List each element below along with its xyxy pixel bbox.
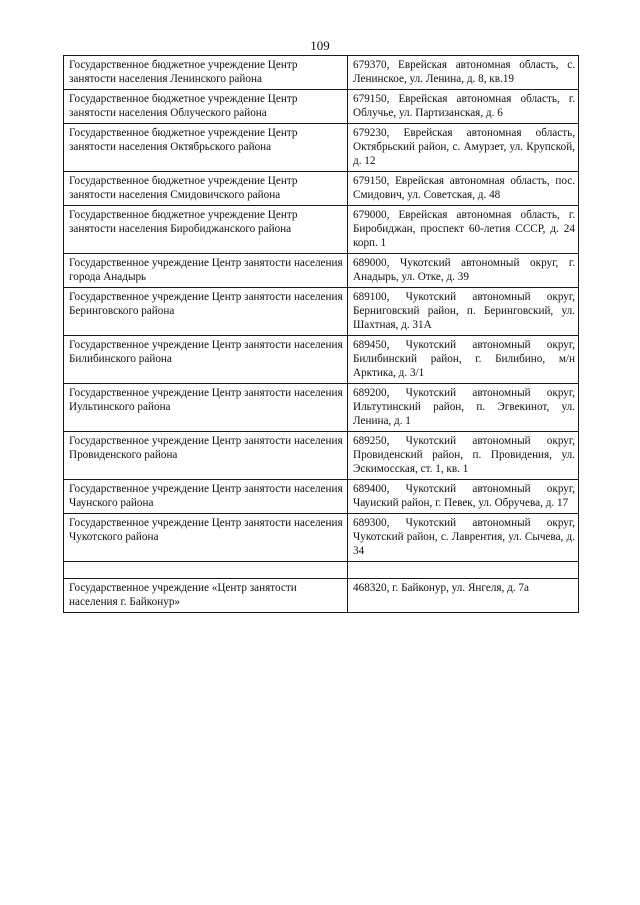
address-cell: 689100, Чукотский автономный округ, Берниговский район, п. Беринговский, ул. Шахтная, д. 31А	[348, 288, 579, 336]
institution-name-cell: Государственное бюджетное учреждение Центр занятости населения Октябрьского района	[64, 124, 348, 172]
table-row	[64, 288, 579, 336]
address-cell: 689450, Чукотский автономный округ, Билибинский район, г. Билибино, м/н Арктика, д. 3/1	[348, 336, 579, 384]
address-cell: 679230, Еврейская автономная область, Октябрьский район, с. Амурзет, ул. Крупской, д. 12	[348, 124, 579, 172]
institution-name-cell: Государственное бюджетное учреждение Центр занятости населения Ленинского района	[64, 56, 348, 90]
institution-name-cell: Государственное учреждение Центр занятости населения Провиденского района	[64, 432, 348, 480]
address-cell: 679000, Еврейская автономная область, г. Биробиджан, проспект 60-летия СССР, д. 24 корп. 1	[348, 206, 579, 254]
address-cell: 468320, г. Байконур, ул. Янгеля, д. 7а	[348, 579, 579, 613]
table-row	[64, 579, 579, 613]
address-cell: 679150, Еврейская автономная область, г. Облучье, ул. Партизанская, д. 6	[348, 90, 579, 124]
institution-name-cell: Государственное учреждение Центр занятости населения Чукотского района	[64, 514, 348, 562]
table-row	[64, 514, 579, 562]
table-row	[64, 254, 579, 288]
employment-centers-table	[63, 55, 579, 613]
address-cell: 689400, Чукотский автономный округ, Чауиский район, г. Певек, ул. Обручева, д. 17	[348, 480, 579, 514]
address-cell: 679370, Еврейская автономная область, с. Ленинское, ул. Ленина, д. 8, кв.19	[348, 56, 579, 90]
institution-name-cell: Государственное учреждение «Центр занятости населения г. Байконур»	[64, 579, 348, 613]
institution-name-cell: Государственное бюджетное учреждение Центр занятости населения Смидовичского района	[64, 172, 348, 206]
address-cell: 679150, Еврейская автономная область, пос. Смидович, ул. Советская, д. 48	[348, 172, 579, 206]
table-row	[64, 432, 579, 480]
page-number: 109	[310, 38, 330, 53]
institution-name-cell: Государственное учреждение Центр занятости населения Билибинского района	[64, 336, 348, 384]
empty-cell	[348, 562, 579, 579]
address-cell: 689000, Чукотский автономный округ, г. Анадырь, ул. Отке, д. 39	[348, 254, 579, 288]
address-cell: 689300, Чукотский автономный округ, Чукотский район, с. Лаврентия, ул. Сычева, д. 34	[348, 514, 579, 562]
institution-name-cell: Государственное учреждение Центр занятости населения Чаунского района	[64, 480, 348, 514]
institution-name-cell: Государственное бюджетное учреждение Центр занятости населения Биробиджанского района	[64, 206, 348, 254]
institution-name-cell: Государственное учреждение Центр занятости населения Иультинского района	[64, 384, 348, 432]
empty-separator-row	[64, 562, 579, 579]
table-row	[64, 480, 579, 514]
table-row	[64, 90, 579, 124]
address-cell: 689250, Чукотский автономный округ, Провиденский район, п. Провидения, ул. Эскимосская, ст. 1, кв. 1	[348, 432, 579, 480]
table-body	[64, 56, 579, 613]
table-row	[64, 384, 579, 432]
address-cell: 689200, Чукотский автономный округ, Ильтутинский район, п. Эгвекинот, ул. Ленина, д. 1	[348, 384, 579, 432]
table-row	[64, 336, 579, 384]
institution-name-cell: Государственное бюджетное учреждение Центр занятости населения Облучеcкого района	[64, 90, 348, 124]
institution-name-cell: Государственное учреждение Центр занятости населения Беринговского района	[64, 288, 348, 336]
table-row	[64, 206, 579, 254]
table-row	[64, 124, 579, 172]
table-row	[64, 56, 579, 90]
table-row	[64, 172, 579, 206]
institution-name-cell: Государственное учреждение Центр занятости населения города Анадырь	[64, 254, 348, 288]
empty-cell	[64, 562, 348, 579]
